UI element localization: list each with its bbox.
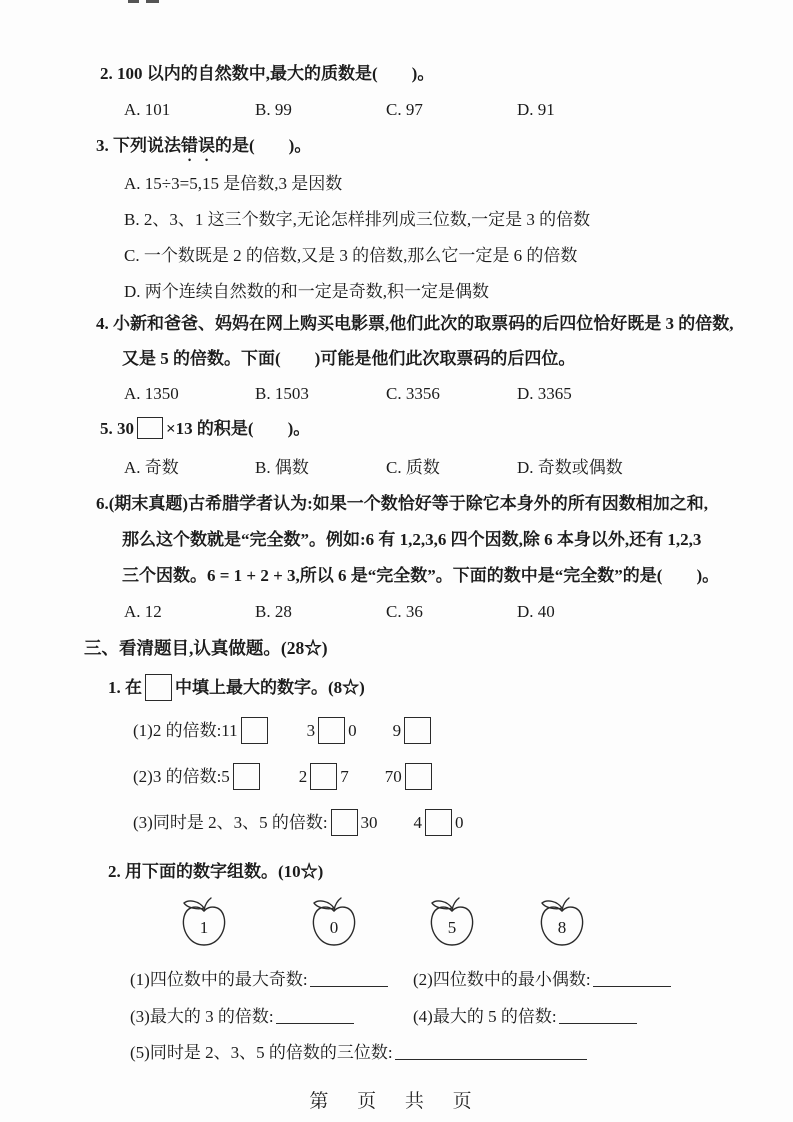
question-3-stem: [96, 134, 311, 165]
answer-blank: [276, 1009, 354, 1024]
option-c: C. 一个数既是 2 的倍数,又是 3 的倍数,那么它一定是 6 的倍数: [124, 246, 578, 265]
question-6-stem-line1: 6.(期末真题)古希腊学者认为:如果一个数恰好等于除它本身外的所有因数相加之和,: [96, 494, 708, 513]
apple-digit: 0: [329, 918, 339, 937]
option-a: A. 1350: [124, 384, 179, 403]
option-d: D. 两个连续自然数的和一定是奇数,积一定是偶数: [124, 282, 490, 301]
fill-label: (3)同时是 2、3、5 的倍数:: [133, 813, 328, 832]
stem-text: 中填上最大的数字。(8☆): [175, 678, 365, 697]
sub-label: (1)四位数中的最大奇数:: [130, 970, 308, 989]
digit-prefix: 4: [413, 813, 423, 832]
fill-label: (1)2 的倍数:11: [133, 721, 238, 740]
question-6-stem-line2: 那么这个数就是“完全数”。例如:6 有 1,2,3,6 四个因数,除 6 本身以外,还有 1,2,3: [122, 530, 702, 549]
question-6-options: [124, 600, 555, 624]
fill-item-2: [133, 763, 435, 790]
apple-digit: 8: [557, 918, 567, 937]
sub-label: (3)最大的 3 的倍数:: [130, 1007, 274, 1026]
page-footer: 第 页 共 页: [309, 1091, 484, 1112]
stem-text: ×13 的积是( )。: [166, 419, 311, 438]
digit-prefix: 70: [384, 767, 402, 786]
apple-digit-icon: [178, 894, 230, 954]
answer-box: [404, 717, 431, 744]
question-5-stem: [100, 417, 310, 441]
sub-question-4: [413, 1005, 637, 1029]
answer-blank: [593, 972, 671, 987]
stem-text: 5. 30: [100, 419, 134, 438]
question-4-stem-line2: 又是 5 的倍数。下面( )可能是他们此次取票码的后四位。: [122, 349, 576, 368]
option-b: B. 1503: [255, 384, 309, 403]
sub-label: (4)最大的 5 的倍数:: [413, 1007, 557, 1026]
scan-artifact: [146, 0, 159, 3]
digit-prefix: 2: [298, 767, 308, 786]
apple-digit-icon: [308, 894, 360, 954]
digit-prefix: 3: [306, 721, 316, 740]
question-2-stem: 2. 100 以内的自然数中,最大的质数是( )。: [100, 64, 435, 83]
option-d: D. 91: [517, 100, 555, 119]
answer-box: [241, 717, 268, 744]
section3-question-2-stem: 2. 用下面的数字组数。(10☆): [108, 862, 324, 881]
sub-question-2: [413, 968, 671, 992]
digit-suffix: 0: [455, 813, 464, 832]
stem-text: 1. 在: [108, 678, 142, 697]
question-2-options: [124, 98, 555, 122]
fill-item-1: [133, 717, 434, 744]
section3-question-1-stem: [108, 674, 365, 701]
apple-digit-icon: [426, 894, 478, 954]
section-3-header: 三、看清题目,认真做题。(28☆): [84, 638, 328, 658]
answer-box: [318, 717, 345, 744]
question-4-options: [124, 382, 572, 406]
option-c: C. 97: [386, 100, 423, 119]
scan-artifact: [128, 0, 139, 3]
option-b: B. 2、3、1 这三个数字,无论怎样排列成三位数,一定是 3 的倍数: [124, 210, 591, 229]
digit-suffix: 30: [360, 813, 378, 832]
digit-prefix: 9: [392, 721, 402, 740]
sub-question-3: [130, 1005, 354, 1029]
answer-box: [233, 763, 260, 790]
option-b: B. 99: [255, 100, 292, 119]
sub-question-1: [130, 968, 388, 992]
option-d: D. 奇数或偶数: [517, 458, 623, 477]
apple-digit-icon: [536, 894, 588, 954]
answer-box: [137, 417, 163, 439]
sub-question-5: [130, 1041, 587, 1065]
answer-blank: [395, 1045, 587, 1060]
apple-digit: 1: [199, 918, 209, 937]
fill-label: (2)3 的倍数:5: [133, 767, 230, 786]
option-a: A. 15÷3=5,15 是倍数,3 是因数: [124, 174, 343, 193]
digit-suffix: 0: [348, 721, 357, 740]
option-c: C. 质数: [386, 458, 440, 477]
question-6-stem-line3: 三个因数。6 = 1 + 2 + 3,所以 6 是“完全数”。下面的数中是“完全数”的是( )。: [122, 566, 720, 585]
option-b: B. 偶数: [255, 458, 309, 477]
option-d: D. 40: [517, 602, 555, 621]
option-a: A. 奇数: [124, 458, 179, 477]
fill-item-3: [133, 809, 464, 836]
stem-text: 3. 下列说法: [96, 136, 181, 155]
answer-box: [145, 674, 172, 701]
option-c: C. 3356: [386, 384, 440, 403]
sub-label: (5)同时是 2、3、5 的倍数的三位数:: [130, 1043, 393, 1062]
digit-suffix: 7: [340, 767, 349, 786]
stem-text: 的是( )。: [215, 136, 312, 155]
answer-blank: [310, 972, 388, 987]
option-a: A. 12: [124, 602, 162, 621]
option-a: A. 101: [124, 100, 171, 119]
answer-box: [405, 763, 432, 790]
option-b: B. 28: [255, 602, 292, 621]
answer-blank: [559, 1009, 637, 1024]
answer-box: [310, 763, 337, 790]
answer-box: [331, 809, 358, 836]
emphasized-text: 错误: [181, 136, 215, 155]
question-5-options: [124, 456, 623, 480]
apple-digit: 5: [447, 918, 457, 937]
question-4-stem-line1: 4. 小新和爸爸、妈妈在网上购买电影票,他们此次的取票码的后四位恰好既是 3 的倍数,: [96, 314, 734, 333]
option-d: D. 3365: [517, 384, 572, 403]
answer-box: [425, 809, 452, 836]
sub-label: (2)四位数中的最小偶数:: [413, 970, 591, 989]
option-c: C. 36: [386, 602, 423, 621]
